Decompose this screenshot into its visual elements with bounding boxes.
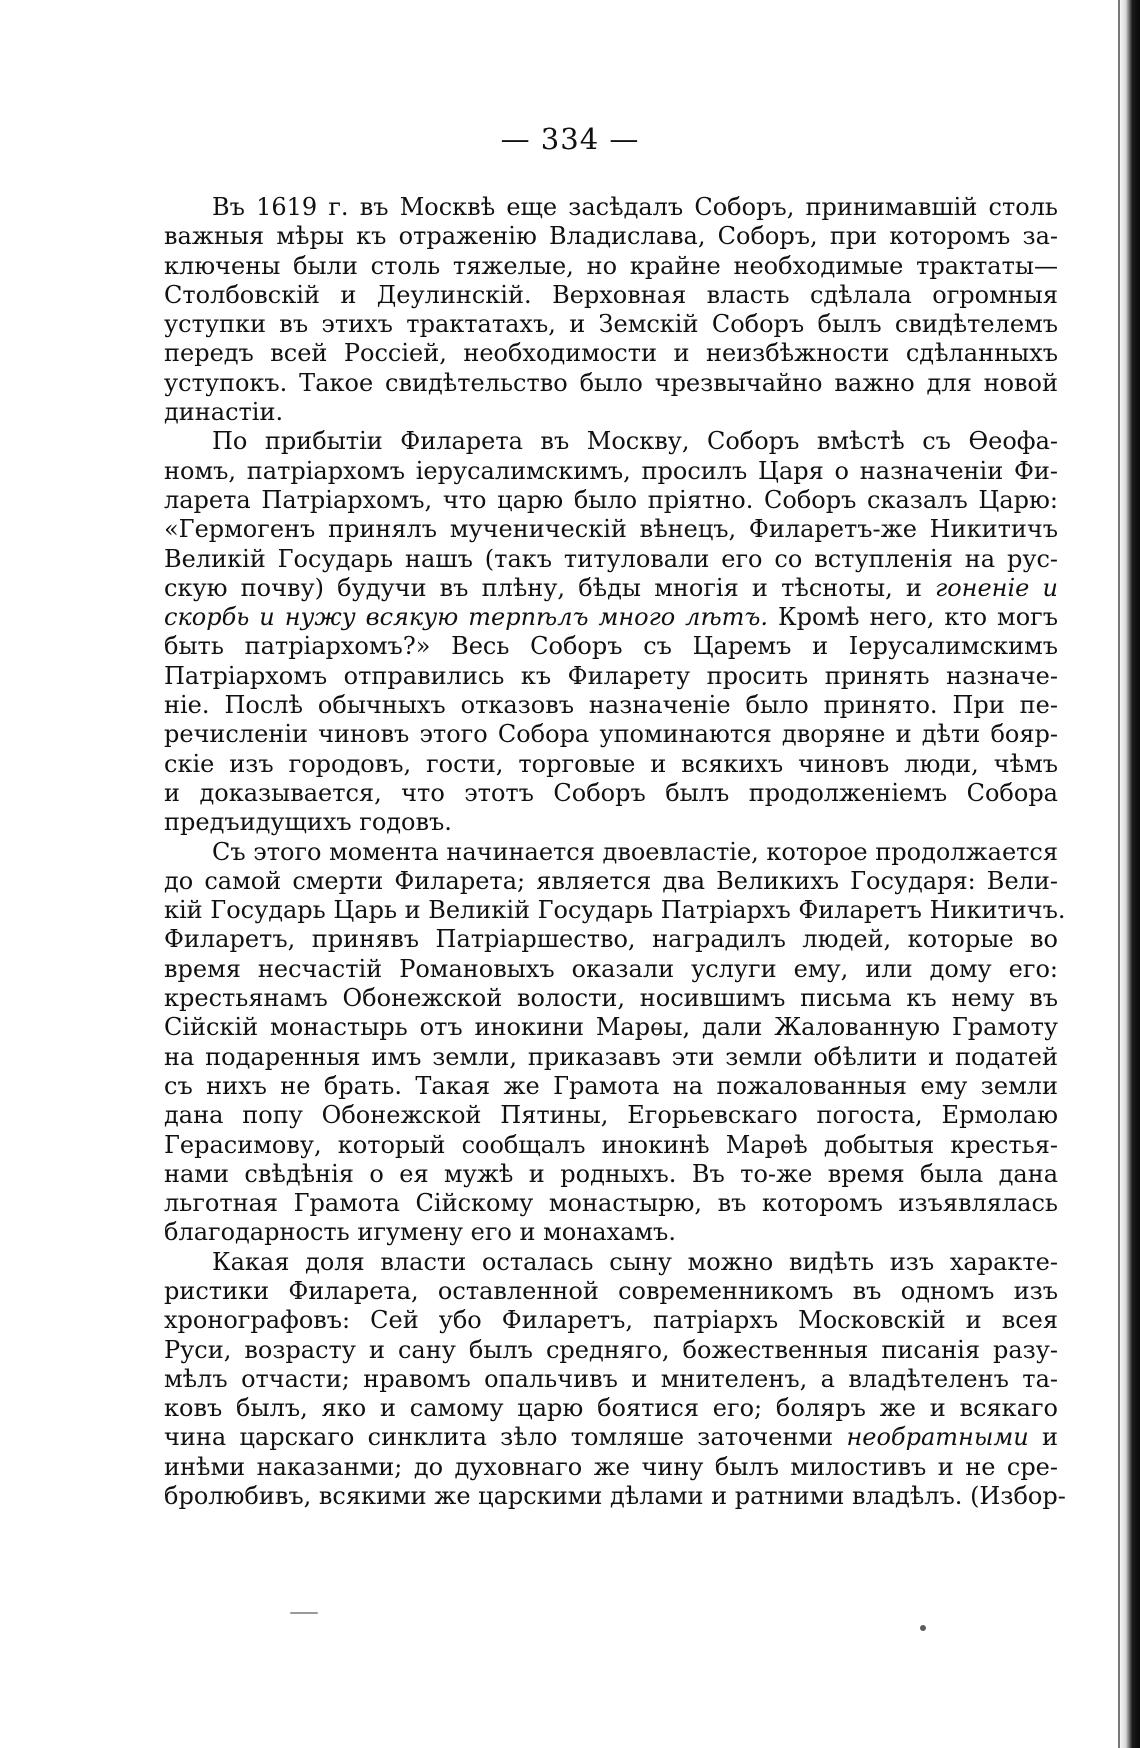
text-line-content: ніе. Послѣ обычныхъ отказовъ назначеніе было принято. При пе- bbox=[164, 691, 1058, 720]
text-line bbox=[164, 808, 1058, 837]
text-line-content: инѣми наказанми; до духовнаго же чину былъ милостивъ и не сре- bbox=[164, 1452, 1058, 1481]
ink-speck bbox=[290, 1612, 318, 1614]
text-line-content: Филаретъ, принявъ Патріаршество, наградилъ людей, которые во bbox=[164, 925, 1058, 954]
text-line bbox=[164, 398, 1058, 427]
text-line bbox=[164, 925, 1058, 954]
text-line bbox=[164, 632, 1058, 661]
text-line-content: льготная Грамота Сійскому монастырю, въ которомъ изъявлялась bbox=[164, 1189, 1058, 1218]
text-line-content: Сійскій монастырь отъ инокини Марѳы, дали Жалованную Грамоту bbox=[164, 1013, 1058, 1042]
text-line-content: ларета Патріархомъ, что царю было пріятно. Соборъ сказалъ Царю: bbox=[164, 485, 1058, 514]
text-line bbox=[164, 427, 1058, 456]
text-line-content: номъ, патріархомъ іерусалимскимъ, просилъ Царя о назначеніи Фи- bbox=[164, 456, 1058, 485]
text-line bbox=[164, 1189, 1058, 1218]
text-line-content: Какая доля власти осталась сыну можно видѣть изъ характе- bbox=[212, 1247, 1058, 1276]
text-line bbox=[164, 750, 1058, 779]
text-line bbox=[164, 779, 1058, 808]
italic-quote: гоненіе и bbox=[935, 573, 1058, 602]
text-line-content: скіе изъ городовъ, гости, торговые и всякихъ чиновъ люди, чѣмъ bbox=[164, 749, 1058, 778]
text-line-content: Великій Государь нашъ (такъ титуловали его со вступленія на рус- bbox=[164, 544, 1058, 573]
text-line bbox=[164, 222, 1058, 251]
text-line bbox=[164, 457, 1058, 486]
text-line bbox=[164, 545, 1058, 574]
text-line bbox=[164, 1160, 1058, 1189]
text-line-content: династіи. bbox=[164, 398, 284, 427]
text-line-content: хронографовъ: Сей убо Филаретъ, патріархъ Московскій и всея bbox=[164, 1306, 1058, 1335]
text-line-content: скую почву) будучи въ плѣну, бѣды многія и тѣсноты, и bbox=[164, 573, 936, 602]
text-line-content: предъидущихъ годовъ. bbox=[164, 808, 452, 837]
text-line bbox=[164, 1043, 1058, 1072]
text-line-content: Съ этого момента начинается двоевластіе, которое продолжается bbox=[212, 837, 1058, 866]
text-line bbox=[164, 486, 1058, 515]
text-line bbox=[164, 1072, 1058, 1101]
text-line-content: крестьянамъ Обонежской волости, носившимъ письма къ нему въ bbox=[164, 984, 1058, 1013]
text-line bbox=[164, 574, 1058, 603]
text-line-content: быть патріархомъ?» Весь Соборъ съ Царемъ и Іерусалимскимъ bbox=[164, 632, 1058, 661]
text-line bbox=[164, 603, 1058, 632]
page-number: — 334 — bbox=[500, 122, 640, 156]
page-edge-line bbox=[1118, 0, 1120, 1748]
text-line bbox=[164, 369, 1058, 398]
text-line-content: и доказывается, что этотъ Соборъ былъ продолженіемъ Собора bbox=[164, 778, 1058, 807]
text-line-content: съ нихъ не брать. Такая же Грамота на пожалованныя ему земли bbox=[164, 1071, 1058, 1100]
italic-quote: необратными bbox=[846, 1423, 1029, 1452]
text-line-content: уступки въ этихъ трактатахъ, и Земскій Соборъ былъ свидѣтелемъ bbox=[164, 310, 1058, 339]
text-line-continuation: и bbox=[1028, 1423, 1059, 1452]
text-line bbox=[164, 1306, 1058, 1335]
text-line-content: Столбовскій и Деулинскій. Верховная власть сдѣлала огромныя bbox=[164, 280, 1058, 309]
text-line-content: чина царскаго синклита зѣло томляше заточенми bbox=[164, 1423, 847, 1452]
text-line bbox=[164, 1365, 1058, 1394]
text-line bbox=[164, 1277, 1058, 1306]
text-line-content: нами свѣдѣнія о ея мужѣ и родныхъ. Въ то-же время была дана bbox=[164, 1159, 1058, 1188]
text-line-content: речисленіи чиновъ этого Собора упоминаются дворяне и дѣти бояр- bbox=[164, 720, 1058, 749]
text-line bbox=[164, 193, 1058, 222]
text-line-content: дана попу Обонежской Пятины, Егорьевскаго погоста, Ермолаю bbox=[164, 1101, 1058, 1130]
text-line-content: Патріархомъ отправились къ Филарету просить принять назначе- bbox=[164, 661, 1058, 690]
page-edge-shadow bbox=[1118, 0, 1140, 1748]
text-line-content: Въ 1619 г. въ Москвѣ еще засѣдалъ Соборъ, принимавшій столь bbox=[212, 193, 1058, 221]
text-line bbox=[164, 691, 1058, 720]
text-line-content: время несчастій Романовыхъ оказали услуги ему, или дому его: bbox=[164, 954, 1058, 983]
text-line bbox=[164, 955, 1058, 984]
text-line bbox=[164, 1218, 1058, 1247]
text-line-content: важныя мѣры къ отраженію Владислава, Соборъ, при которомъ за- bbox=[164, 222, 1058, 251]
text-line-content: мѣлъ отчасти; нравомъ опальчивъ и мнителенъ, а владѣтеленъ та- bbox=[164, 1364, 1058, 1393]
text-line bbox=[164, 1482, 1066, 1511]
text-line-content: Герасимову, который сообщалъ инокинѣ Марѳѣ добытыя крестья- bbox=[164, 1130, 1058, 1159]
text-line-content: «Гермогенъ принялъ мученическій вѣнецъ, Филаретъ-же Никитичъ bbox=[164, 515, 1058, 544]
text-line-content: ристики Филарета, оставленной современникомъ въ одномъ изъ bbox=[164, 1276, 1058, 1305]
text-line bbox=[164, 1336, 1058, 1365]
text-line-content: на подаренныя имъ земли, приказавъ эти земли обѣлити и податей bbox=[164, 1042, 1058, 1071]
text-line bbox=[164, 896, 1066, 925]
text-line bbox=[164, 310, 1058, 339]
text-line bbox=[164, 662, 1058, 691]
text-line-content: до самой смерти Филарета; является два Великихъ Государя: Вели- bbox=[164, 866, 1058, 895]
text-line-content: благодарность игумену его и монахамъ. bbox=[164, 1218, 676, 1247]
text-line-continuation: Кромѣ него, кто могъ bbox=[768, 603, 1058, 632]
text-line-content: уступокъ. Такое свидѣтельство было чрезвычайно важно для новой bbox=[164, 368, 1058, 397]
text-line-content: кій Государь Царь и Великій Государь Патріархъ Филаретъ Никитичъ. bbox=[164, 896, 1066, 925]
text-line bbox=[164, 984, 1058, 1013]
text-line-content: передъ всей Россіей, необходимости и неизбѣжности сдѣланныхъ bbox=[164, 339, 1058, 368]
text-line-content: ковъ былъ, яко и самому царю боятися его; боляръ же и всякаго bbox=[164, 1394, 1058, 1423]
text-line bbox=[164, 1013, 1058, 1042]
text-line bbox=[164, 1453, 1058, 1482]
text-line bbox=[164, 867, 1058, 896]
text-line-content: По прибытіи Филарета въ Москву, Соборъ вмѣстѣ съ Ѳеофа- bbox=[212, 427, 1058, 456]
text-line bbox=[164, 281, 1058, 310]
text-line bbox=[164, 339, 1058, 368]
text-line bbox=[164, 1101, 1058, 1130]
text-line bbox=[164, 515, 1058, 544]
ink-speck bbox=[920, 1625, 926, 1631]
italic-quote: скорбь и нужу всякую терпѣлъ много лѣтъ. bbox=[164, 603, 769, 632]
text-line-content: Руси, возрасту и сану былъ средняго, божественныя писанія разу- bbox=[164, 1335, 1058, 1364]
body-text bbox=[164, 193, 1066, 1511]
text-line bbox=[164, 1423, 1058, 1452]
text-line bbox=[164, 1394, 1058, 1423]
text-line bbox=[164, 720, 1058, 749]
text-line bbox=[164, 838, 1058, 867]
text-line bbox=[164, 1248, 1058, 1277]
text-line-content: бролюбивъ, всякими же царскими дѣлами и ратними владѣлъ. (Избор- bbox=[164, 1482, 1066, 1511]
text-line bbox=[164, 1131, 1058, 1160]
text-line bbox=[164, 252, 1058, 281]
text-line-content: ключены были столь тяжелые, но крайне необходимые трактаты— bbox=[164, 251, 1058, 280]
